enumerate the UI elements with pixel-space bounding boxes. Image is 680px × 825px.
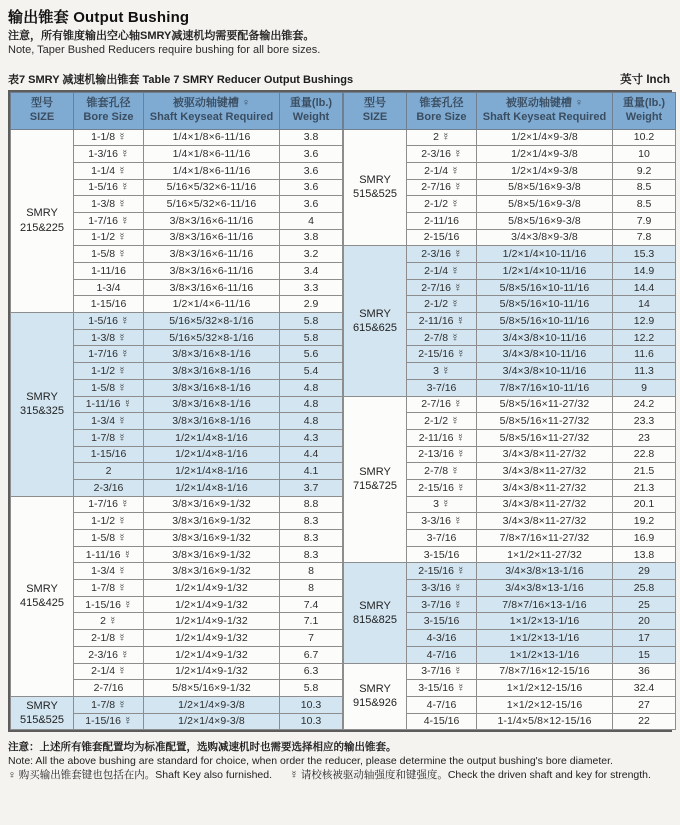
bore-cell: 2 ☿ <box>407 129 477 146</box>
keyseat-cell: 1/4×1/8×6-11/16 <box>144 162 280 179</box>
weight-cell: 5.8 <box>280 680 343 697</box>
weight-cell: 25.8 <box>613 580 676 597</box>
col-header-size-zh: 型号 <box>31 96 53 109</box>
keyseat-cell: 5/8×5/16×9-1/32 <box>144 680 280 697</box>
bore-cell: 1-1/4 ☿ <box>74 162 144 179</box>
weight-cell: 20.1 <box>613 496 676 513</box>
bore-cell: 1-5/8 ☿ <box>74 379 144 396</box>
keyseat-cell: 1×1/2×11-27/32 <box>477 546 613 563</box>
weight-cell: 7.1 <box>280 613 343 630</box>
keyseat-cell: 3/4×3/8×11-27/32 <box>477 513 613 530</box>
size-cell: SMRY 515&525 <box>344 129 407 246</box>
bore-cell: 2-1/4 ☿ <box>74 663 144 680</box>
col-header-size-en: SIZE <box>29 110 55 123</box>
bore-cell: 2-3/16 <box>74 479 144 496</box>
weight-cell: 16.9 <box>613 530 676 547</box>
bore-cell: 2-7/8 ☿ <box>407 329 477 346</box>
weight-cell: 2.9 <box>280 296 343 313</box>
bore-cell: 2-11/16 ☿ <box>407 429 477 446</box>
keyseat-cell: 3/8×3/16×8-1/16 <box>144 363 280 380</box>
page-title-en: Output Bushing <box>73 9 190 26</box>
bore-cell: 2-15/16 ☿ <box>407 563 477 580</box>
weight-cell: 3.6 <box>280 146 343 163</box>
bore-cell: 3-15/16 <box>407 546 477 563</box>
table-row <box>11 129 343 146</box>
keyseat-cell: 5/16×5/32×8-1/16 <box>144 329 280 346</box>
bore-cell: 2-7/8 ☿ <box>407 463 477 480</box>
weight-cell: 8.5 <box>613 179 676 196</box>
bore-cell: 3-15/16 <box>407 613 477 630</box>
table-section <box>11 496 343 696</box>
weight-cell: 10.3 <box>280 696 343 713</box>
bore-cell: 2-15/16 <box>407 229 477 246</box>
weight-cell: 15 <box>613 646 676 663</box>
weight-cell: 19.2 <box>613 513 676 530</box>
weight-cell: 8 <box>280 580 343 597</box>
table-section <box>11 313 343 497</box>
weight-cell: 10 <box>613 146 676 163</box>
bore-cell: 2 ☿ <box>74 613 144 630</box>
weight-cell: 10.2 <box>613 129 676 146</box>
bore-cell: 1-11/16 ☿ <box>74 546 144 563</box>
weight-cell: 10.3 <box>280 713 343 730</box>
col-header-size-en: SIZE <box>362 110 388 123</box>
page-title <box>8 6 672 27</box>
keyseat-cell: 1×1/2×12-15/16 <box>477 696 613 713</box>
col-header-keyseat-zh: 被驱动轴键槽 ♀ <box>172 96 251 109</box>
table-row <box>11 496 343 513</box>
bore-cell: 1-11/16 ☿ <box>74 396 144 413</box>
footnote-en: Note: All the above bushing are standard for choice, when order the reducer, please determine the output bushing's bore diameter. <box>8 755 613 768</box>
bore-cell: 3 ☿ <box>407 496 477 513</box>
keyseat-cell: 3/8×3/16×9-1/32 <box>144 513 280 530</box>
bore-cell: 1-5/16 ☿ <box>74 313 144 330</box>
weight-cell: 12.2 <box>613 329 676 346</box>
keyseat-cell: 5/8×5/16×10-11/16 <box>477 279 613 296</box>
table-row <box>344 396 676 413</box>
weight-cell: 17 <box>613 630 676 647</box>
bore-cell: 2-7/16 ☿ <box>407 279 477 296</box>
weight-cell: 14.9 <box>613 263 676 280</box>
keyseat-cell: 1/2×1/4×9-1/32 <box>144 613 280 630</box>
weight-cell: 7.9 <box>613 212 676 229</box>
table-caption: 表7 SMRY 减速机输出锥套 Table 7 SMRY Reducer Output Bushings <box>8 73 354 86</box>
bore-cell: 1-5/8 ☿ <box>74 246 144 263</box>
keyseat-cell: 3/8×3/16×6-11/16 <box>144 212 280 229</box>
bore-cell: 1-1/2 ☿ <box>74 229 144 246</box>
bore-cell: 3 ☿ <box>407 363 477 380</box>
keyseat-cell: 1/2×1/4×9-3/8 <box>477 146 613 163</box>
weight-cell: 24.2 <box>613 396 676 413</box>
bore-cell: 2-15/16 ☿ <box>407 479 477 496</box>
page-title-zh: 输出锥套 <box>8 9 69 26</box>
bore-cell: 3-7/16 ☿ <box>407 596 477 613</box>
size-cell: SMRY 815&825 <box>344 563 407 663</box>
col-header-weight <box>613 92 676 129</box>
keyseat-cell: 3/4×3/8×9-3/8 <box>477 229 613 246</box>
keyseat-cell: 5/8×5/16×11-27/32 <box>477 413 613 430</box>
keyseat-cell: 7/8×7/16×10-11/16 <box>477 379 613 396</box>
keyseat-cell: 7/8×7/16×13-1/16 <box>477 596 613 613</box>
keyseat-cell: 3/8×3/16×8-1/16 <box>144 346 280 363</box>
bore-cell: 2-7/16 ☿ <box>407 396 477 413</box>
bore-cell: 1-7/8 ☿ <box>74 580 144 597</box>
weight-cell: 13.8 <box>613 546 676 563</box>
weight-cell: 5.8 <box>280 313 343 330</box>
keyseat-cell: 3/8×3/16×6-11/16 <box>144 263 280 280</box>
col-header-keyseat-zh: 被驱动轴键槽 ♀ <box>505 96 584 109</box>
col-header-size <box>11 92 74 129</box>
unit-label: 英寸 Inch <box>620 73 670 86</box>
bore-cell: 1-7/16 ☿ <box>74 496 144 513</box>
weight-cell: 15.3 <box>613 246 676 263</box>
weight-cell: 8.3 <box>280 513 343 530</box>
table-section <box>344 129 676 246</box>
weight-cell: 3.6 <box>280 196 343 213</box>
keyseat-cell: 5/16×5/32×6-11/16 <box>144 196 280 213</box>
weight-cell: 25 <box>613 596 676 613</box>
bore-cell: 2-3/16 ☿ <box>407 146 477 163</box>
keyseat-cell: 3/8×3/16×6-11/16 <box>144 229 280 246</box>
table-row <box>11 696 343 713</box>
weight-cell: 4.1 <box>280 463 343 480</box>
keyseat-cell: 5/8×5/16×10-11/16 <box>477 313 613 330</box>
footnote-symbols <box>8 769 672 783</box>
header-note-en: Note, Taper Bushed Reducers require bushing for all bore sizes. <box>8 43 321 56</box>
keyseat-cell: 5/8×5/16×11-27/32 <box>477 396 613 413</box>
weight-cell: 4.3 <box>280 429 343 446</box>
keyseat-cell: 5/16×5/32×8-1/16 <box>144 313 280 330</box>
keyseat-cell: 1/2×1/4×6-11/16 <box>144 296 280 313</box>
keyseat-cell: 1/2×1/4×9-3/8 <box>477 162 613 179</box>
size-cell: SMRY 715&725 <box>344 396 407 563</box>
bore-cell: 1-3/16 ☿ <box>74 146 144 163</box>
keyseat-cell: 3/4×3/8×11-27/32 <box>477 496 613 513</box>
col-header-size-zh: 型号 <box>364 96 386 109</box>
weight-cell: 3.8 <box>280 229 343 246</box>
keyseat-cell: 1/2×1/4×8-1/16 <box>144 446 280 463</box>
bore-cell: 4-7/16 <box>407 696 477 713</box>
table-header-row <box>344 92 676 129</box>
caption-row <box>8 71 672 87</box>
table-row <box>344 246 676 263</box>
table-row <box>11 313 343 330</box>
table-section <box>344 246 676 396</box>
bore-cell: 1-15/16 <box>74 296 144 313</box>
bore-cell: 1-5/8 ☿ <box>74 530 144 547</box>
bore-cell: 1-3/4 <box>74 279 144 296</box>
keyseat-cell: 3/4×3/8×13-1/16 <box>477 580 613 597</box>
bore-cell: 2-3/16 ☿ <box>407 246 477 263</box>
weight-cell: 3.6 <box>280 162 343 179</box>
bore-cell: 4-3/16 <box>407 630 477 647</box>
col-header-bore-zh: 锥套孔径 <box>419 96 464 109</box>
keyseat-cell: 1/2×1/4×10-11/16 <box>477 263 613 280</box>
bore-cell: 3-15/16 ☿ <box>407 680 477 697</box>
size-cell: SMRY 415&425 <box>11 496 74 696</box>
bore-cell: 2-1/2 ☿ <box>407 296 477 313</box>
keyseat-cell: 1/2×1/4×9-3/8 <box>144 696 280 713</box>
keyseat-cell: 1×1/2×12-15/16 <box>477 680 613 697</box>
col-header-bore-en: Bore Size <box>416 110 467 123</box>
weight-cell: 22 <box>613 713 676 730</box>
bore-cell: 4-15/16 <box>407 713 477 730</box>
bore-cell: 1-3/8 ☿ <box>74 329 144 346</box>
table-section <box>344 663 676 730</box>
footnote-key: ♀ 购买输出锥套键也包括在内。Shaft Key also furnished. <box>8 768 273 781</box>
keyseat-cell: 3/8×3/16×9-1/32 <box>144 563 280 580</box>
bore-cell: 2-11/16 ☿ <box>407 313 477 330</box>
bore-cell: 2-1/2 ☿ <box>407 413 477 430</box>
keyseat-cell: 1×1/2×13-1/16 <box>477 646 613 663</box>
weight-cell: 3.8 <box>280 129 343 146</box>
col-header-keyseat <box>144 92 280 129</box>
bushing-table <box>8 90 672 733</box>
keyseat-cell: 1/2×1/4×9-3/8 <box>477 129 613 146</box>
keyseat-cell: 5/16×5/32×6-11/16 <box>144 179 280 196</box>
footnote-shaft: ☿ 请校核被驱动轴强度和键强度。Check the driven shaft and key for strength. <box>290 768 651 781</box>
col-header-weight-zh: 重量(lb.) <box>622 96 666 109</box>
weight-cell: 14 <box>613 296 676 313</box>
keyseat-cell: 3/4×3/8×11-27/32 <box>477 479 613 496</box>
footnote-zh: 注意：上述所有锥套配置均为标准配置，选购减速机时也需要选择相应的输出锥套。 <box>8 741 397 754</box>
col-header-size <box>344 92 407 129</box>
keyseat-cell: 3/8×3/16×6-11/16 <box>144 246 280 263</box>
keyseat-cell: 3/4×3/8×10-11/16 <box>477 329 613 346</box>
bore-cell: 1-3/4 ☿ <box>74 413 144 430</box>
weight-cell: 7.4 <box>280 596 343 613</box>
keyseat-cell: 3/4×3/8×11-27/32 <box>477 463 613 480</box>
keyseat-cell: 5/8×5/16×9-3/8 <box>477 212 613 229</box>
bore-cell: 1-7/16 ☿ <box>74 212 144 229</box>
size-cell: SMRY 215&225 <box>11 129 74 313</box>
bore-cell: 2-1/8 ☿ <box>74 630 144 647</box>
weight-cell: 11.6 <box>613 346 676 363</box>
bore-cell: 2-1/4 ☿ <box>407 263 477 280</box>
weight-cell: 6.3 <box>280 663 343 680</box>
keyseat-cell: 7/8×7/16×11-27/32 <box>477 530 613 547</box>
bore-cell: 1-1/2 ☿ <box>74 363 144 380</box>
weight-cell: 29 <box>613 563 676 580</box>
keyseat-cell: 1/2×1/4×9-1/32 <box>144 630 280 647</box>
table-row <box>344 563 676 580</box>
table-row <box>344 663 676 680</box>
bore-cell: 2-13/16 ☿ <box>407 446 477 463</box>
size-cell: SMRY 315&325 <box>11 313 74 497</box>
weight-cell: 3.4 <box>280 263 343 280</box>
bore-cell: 2-11/16 <box>407 212 477 229</box>
keyseat-cell: 5/8×5/16×10-11/16 <box>477 296 613 313</box>
col-header-bore-en: Bore Size <box>83 110 134 123</box>
weight-cell: 3.2 <box>280 246 343 263</box>
weight-cell: 21.5 <box>613 463 676 480</box>
keyseat-cell: 5/8×5/16×9-3/8 <box>477 196 613 213</box>
keyseat-cell: 3/4×3/8×10-11/16 <box>477 346 613 363</box>
bore-cell: 1-15/16 ☿ <box>74 596 144 613</box>
keyseat-cell: 3/8×3/16×6-11/16 <box>144 279 280 296</box>
bore-cell: 1-15/16 <box>74 446 144 463</box>
col-header-weight <box>280 92 343 129</box>
bore-cell: 3-3/16 ☿ <box>407 513 477 530</box>
col-header-weight-en: Weight <box>292 110 330 123</box>
bore-cell: 2-1/4 ☿ <box>407 162 477 179</box>
bore-cell: 4-7/16 <box>407 646 477 663</box>
keyseat-cell: 3/8×3/16×8-1/16 <box>144 379 280 396</box>
keyseat-cell: 1-1/4×5/8×12-15/16 <box>477 713 613 730</box>
keyseat-cell: 3/8×3/16×8-1/16 <box>144 396 280 413</box>
weight-cell: 9.2 <box>613 162 676 179</box>
bore-cell: 1-7/16 ☿ <box>74 346 144 363</box>
col-header-bore-zh: 锥套孔径 <box>86 96 131 109</box>
bore-cell: 1-3/8 ☿ <box>74 196 144 213</box>
keyseat-cell: 1×1/2×13-1/16 <box>477 613 613 630</box>
table-section <box>344 396 676 563</box>
keyseat-cell: 3/8×3/16×9-1/32 <box>144 496 280 513</box>
header-note-zh: 注意，所有锥度输出空心轴SMRY减速机均需要配备输出锥套。 <box>8 30 315 42</box>
keyseat-cell: 3/4×3/8×10-11/16 <box>477 363 613 380</box>
bore-cell: 2-3/16 ☿ <box>74 646 144 663</box>
table-section <box>344 563 676 663</box>
col-header-bore <box>74 92 144 129</box>
keyseat-cell: 1/2×1/4×9-1/32 <box>144 646 280 663</box>
keyseat-cell: 3/8×3/16×8-1/16 <box>144 413 280 430</box>
table-row <box>344 129 676 146</box>
keyseat-cell: 1/2×1/4×9-1/32 <box>144 580 280 597</box>
keyseat-cell: 1×1/2×13-1/16 <box>477 630 613 647</box>
weight-cell: 5.6 <box>280 346 343 363</box>
bore-cell: 2-15/16 ☿ <box>407 346 477 363</box>
weight-cell: 3.6 <box>280 179 343 196</box>
footnotes <box>8 741 672 783</box>
bore-cell: 3-7/16 ☿ <box>407 663 477 680</box>
weight-cell: 23 <box>613 429 676 446</box>
bore-cell: 2-1/2 ☿ <box>407 196 477 213</box>
bore-cell: 1-7/8 ☿ <box>74 429 144 446</box>
keyseat-cell: 7/8×7/16×12-15/16 <box>477 663 613 680</box>
weight-cell: 4.8 <box>280 396 343 413</box>
weight-cell: 20 <box>613 613 676 630</box>
keyseat-cell: 3/8×3/16×9-1/32 <box>144 546 280 563</box>
keyseat-cell: 1/2×1/4×9-1/32 <box>144 596 280 613</box>
weight-cell: 23.3 <box>613 413 676 430</box>
size-cell: SMRY 615&625 <box>344 246 407 396</box>
bore-cell: 1-5/16 ☿ <box>74 179 144 196</box>
bore-cell: 2-7/16 <box>74 680 144 697</box>
weight-cell: 22.8 <box>613 446 676 463</box>
weight-cell: 7.8 <box>613 229 676 246</box>
weight-cell: 6.7 <box>280 646 343 663</box>
keyseat-cell: 1/2×1/4×8-1/16 <box>144 429 280 446</box>
weight-cell: 7 <box>280 630 343 647</box>
col-header-keyseat <box>477 92 613 129</box>
weight-cell: 36 <box>613 663 676 680</box>
weight-cell: 4.8 <box>280 413 343 430</box>
bore-cell: 3-3/16 ☿ <box>407 580 477 597</box>
weight-cell: 3.7 <box>280 479 343 496</box>
keyseat-cell: 3/4×3/8×11-27/32 <box>477 446 613 463</box>
weight-cell: 3.3 <box>280 279 343 296</box>
weight-cell: 8 <box>280 563 343 580</box>
weight-cell: 5.4 <box>280 363 343 380</box>
bore-cell: 1-1/8 ☿ <box>74 129 144 146</box>
table-header-row <box>11 92 343 129</box>
col-header-weight-zh: 重量(lb.) <box>289 96 333 109</box>
col-header-keyseat-en: Shaft Keyseat Required <box>149 110 274 123</box>
keyseat-cell: 1/2×1/4×8-1/16 <box>144 479 280 496</box>
keyseat-cell: 5/8×5/16×11-27/32 <box>477 429 613 446</box>
table-section <box>11 696 343 729</box>
keyseat-cell: 3/8×3/16×9-1/32 <box>144 530 280 547</box>
weight-cell: 32.4 <box>613 680 676 697</box>
weight-cell: 21.3 <box>613 479 676 496</box>
col-header-keyseat-en: Shaft Keyseat Required <box>482 110 607 123</box>
keyseat-cell: 1/4×1/8×6-11/16 <box>144 146 280 163</box>
keyseat-cell: 1/2×1/4×9-3/8 <box>144 713 280 730</box>
weight-cell: 11.3 <box>613 363 676 380</box>
weight-cell: 12.9 <box>613 313 676 330</box>
bore-cell: 1-15/16 ☿ <box>74 713 144 730</box>
bore-cell: 3-7/16 <box>407 379 477 396</box>
bore-cell: 1-3/4 ☿ <box>74 563 144 580</box>
weight-cell: 14.4 <box>613 279 676 296</box>
bore-cell: 1-11/16 <box>74 263 144 280</box>
bushing-table-right <box>343 92 676 731</box>
keyseat-cell: 5/8×5/16×9-3/8 <box>477 179 613 196</box>
bore-cell: 1-7/8 ☿ <box>74 696 144 713</box>
weight-cell: 5.8 <box>280 329 343 346</box>
weight-cell: 4.8 <box>280 379 343 396</box>
weight-cell: 8.8 <box>280 496 343 513</box>
weight-cell: 8.5 <box>613 196 676 213</box>
weight-cell: 4 <box>280 212 343 229</box>
keyseat-cell: 1/4×1/8×6-11/16 <box>144 129 280 146</box>
col-header-bore <box>407 92 477 129</box>
table-section <box>11 129 343 313</box>
weight-cell: 9 <box>613 379 676 396</box>
keyseat-cell: 3/4×3/8×13-1/16 <box>477 563 613 580</box>
weight-cell: 27 <box>613 696 676 713</box>
keyseat-cell: 1/2×1/4×10-11/16 <box>477 246 613 263</box>
keyseat-cell: 1/2×1/4×8-1/16 <box>144 463 280 480</box>
bore-cell: 2 <box>74 463 144 480</box>
size-cell: SMRY 915&926 <box>344 663 407 730</box>
weight-cell: 4.4 <box>280 446 343 463</box>
keyseat-cell: 1/2×1/4×9-1/32 <box>144 663 280 680</box>
size-cell: SMRY 515&525 <box>11 696 74 729</box>
bushing-table-left <box>10 92 343 731</box>
col-header-weight-en: Weight <box>625 110 663 123</box>
weight-cell: 8.3 <box>280 546 343 563</box>
bore-cell: 1-1/2 ☿ <box>74 513 144 530</box>
bore-cell: 2-7/16 ☿ <box>407 179 477 196</box>
bore-cell: 3-7/16 <box>407 530 477 547</box>
weight-cell: 8.3 <box>280 530 343 547</box>
